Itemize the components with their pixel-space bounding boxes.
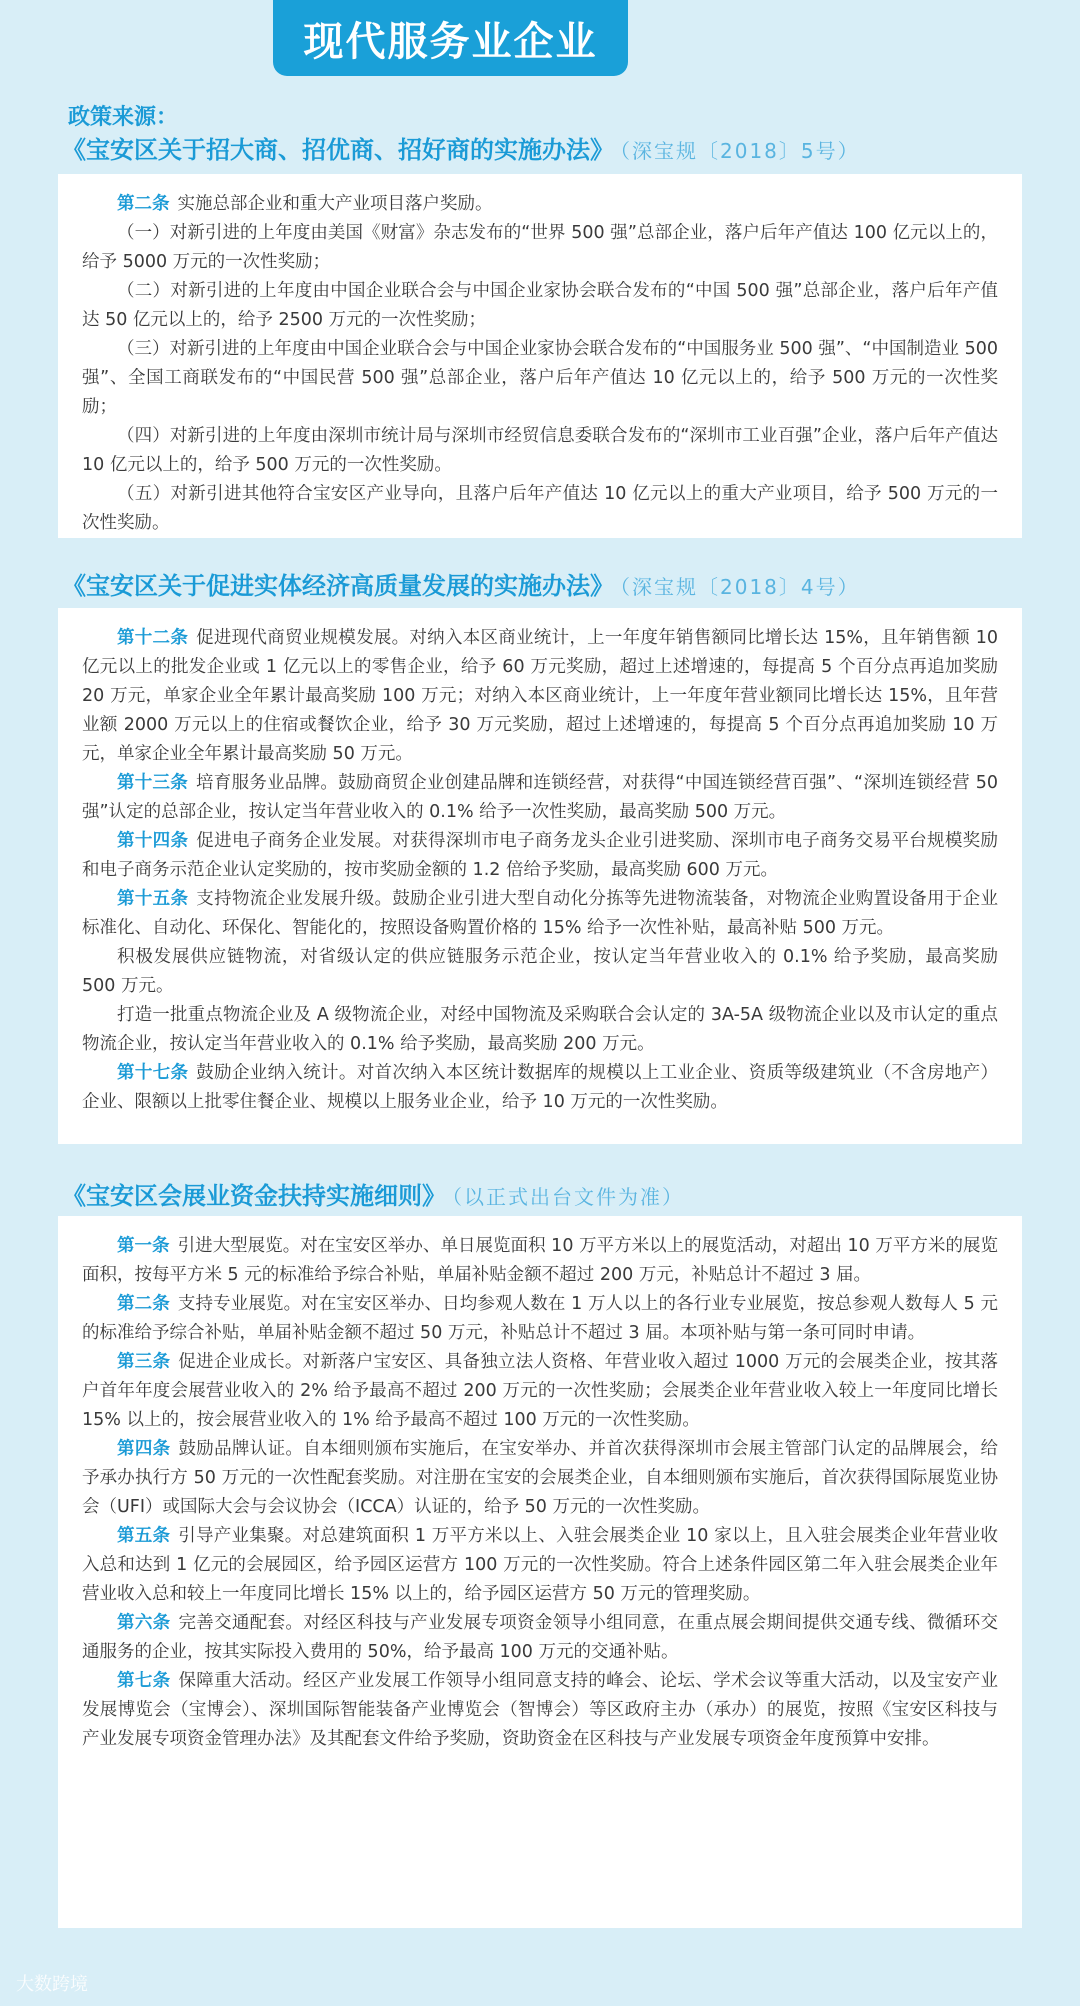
article-paragraph — [82, 1609, 998, 1667]
section1-box — [58, 174, 1022, 538]
article-paragraph — [82, 480, 998, 538]
article-text: 实施总部企业和重大产业项目落户奖励。 — [177, 194, 493, 214]
article-text: 打造一批重点物流企业及 A 级物流企业，对经中国物流及采购联合会认定的 3A-5A 级物流企业以及市认定的重点物流企业，按认定当年营业收入的 0.1% 给予奖励，最高奖励 200 万元。 — [82, 1005, 998, 1054]
section3-title-text: 《宝安区会展业资金扶持实施细则》 — [62, 1182, 446, 1210]
section1-title-text: 《宝安区关于招大商、招优商、招好商的实施办法》 — [62, 136, 614, 164]
article-text: 积极发展供应链物流，对省级认定的供应链服务示范企业，按认定当年营业收入的 0.1% 给予奖励，最高奖励 500 万元。 — [82, 947, 998, 996]
watermark-logo: 大数跨境 — [16, 1974, 88, 1995]
article-number: 第二条 — [117, 1294, 170, 1314]
section1-note: （深宝规〔2018〕5号） — [620, 139, 860, 163]
section1-title — [62, 130, 860, 165]
article-paragraph — [82, 1667, 998, 1754]
article-paragraph — [82, 219, 998, 277]
article-paragraph — [82, 1522, 998, 1609]
article-paragraph — [82, 422, 998, 480]
article-number: 第二条 — [117, 194, 170, 214]
article-paragraph — [82, 335, 998, 422]
article-number: 第五条 — [117, 1526, 171, 1546]
article-text: 引导产业集聚。对总建筑面积 1 万平方米以上、入驻会展类企业 10 家以上，且入驻会展类企业年营业收入总和达到 1 亿元的会展园区，给予园区运营方 100 万元的一次性奖励。符合上述条件园区第二年入驻会展类企业年营业收入总和较上一年度同比增长 15% 以上的，给予园区运营方 50 万元的管理奖励。 — [82, 1526, 999, 1604]
article-paragraph — [82, 943, 998, 1001]
article-number: 第十三条 — [117, 773, 189, 793]
article-paragraph — [82, 624, 998, 769]
article-text: （二）对新引进的上年度由中国企业联合会与中国企业家协会联合发布的“中国 500 强”总部企业，落户后年产值达 50 亿元以上的，给予 2500 万元的一次性奖励； — [82, 281, 998, 330]
section3-box — [58, 1216, 1022, 1928]
article-paragraph — [82, 885, 998, 943]
page-title: 现代服务业企业 — [273, 0, 628, 76]
article-text: （四）对新引进的上年度由深圳市统计局与深圳市经贸信息委联合发布的“深圳市工业百强”企业，落户后年产值达 10 亿元以上的，给予 500 万元的一次性奖励。 — [82, 426, 998, 475]
article-number: 第十七条 — [117, 1063, 189, 1083]
article-paragraph — [82, 1290, 998, 1348]
article-text: 鼓励企业纳入统计。对首次纳入本区统计数据库的规模以上工业企业、资质等级建筑业（不含房地产）企业、限额以上批零住餐企业、规模以上服务业企业，给予 10 万元的一次性奖励。 — [82, 1063, 999, 1112]
article-number: 第十五条 — [117, 889, 189, 909]
section3-note: （以正式出台文件为准） — [452, 1185, 684, 1209]
article-paragraph — [82, 277, 998, 335]
source-label: 政策来源： — [68, 105, 179, 130]
article-text: 促进现代商贸业规模发展。对纳入本区商业统计，上一年度年销售额同比增长达 15%，且年销售额 10 亿元以上的批发企业或 1 亿元以上的零售企业，给予 60 万元奖励，超过上述增速的，每提高 5 个百分点再追加奖励 20 万元，单家企业全年累计最高奖励 100 万元；对纳入本区商业统计，上一年度年营业额同比增长达 15%，且年营业额 2000 万元以上的住宿或餐饮企业，给予 30 万元奖励，超过上述增速的，每提高 5 个百分点再追加奖励 10 万元，单家企业全年累计最高奖励 50 万元。 — [82, 628, 998, 764]
section2-title — [62, 566, 860, 601]
article-text: 促进电子商务企业发展。对获得深圳市电子商务龙头企业引进奖励、深圳市电子商务交易平台规模奖励和电子商务示范企业认定奖励的，按市奖励金额的 1.2 倍给予奖励，最高奖励 600 万元。 — [82, 831, 999, 880]
section2-box — [58, 608, 1022, 1144]
article-paragraph — [82, 1059, 998, 1117]
article-text: 培育服务业品牌。鼓励商贸企业创建品牌和连锁经营，对获得“中国连锁经营百强”、“深圳连锁经营 50 强”认定的总部企业，按认定当年营业收入的 0.1% 给予一次性奖励，最高奖励 500 万元。 — [82, 773, 999, 822]
article-paragraph — [82, 1232, 998, 1290]
section2-title-text: 《宝安区关于促进实体经济高质量发展的实施办法》 — [62, 572, 614, 600]
article-text: 鼓励品牌认证。自本细则颁布实施后，在宝安举办、并首次获得深圳市会展主管部门认定的品牌展会，给予承办执行方 50 万元的一次性配套奖励。对注册在宝安的会展类企业，自本细则颁布实施后，首次获得国际展览业协会（UFI）或国际大会与会议协会（ICCA）认证的，给予 50 万元的一次性奖励。 — [82, 1439, 998, 1517]
article-paragraph — [82, 1348, 998, 1435]
article-number: 第十二条 — [117, 628, 189, 648]
section3-title — [62, 1176, 684, 1211]
article-paragraph — [82, 1001, 998, 1059]
article-text: （五）对新引进其他符合宝安区产业导向，且落户后年产值达 10 亿元以上的重大产业项目，给予 500 万元的一次性奖励。 — [82, 484, 998, 533]
section2-note: （深宝规〔2018〕4号） — [620, 575, 860, 599]
article-text: 支持物流企业发展升级。鼓励企业引进大型自动化分拣等先进物流装备，对物流企业购置设备用于企业标准化、自动化、环保化、智能化的，按照设备购置价格的 15% 给予一次性补贴，最高补贴 500 万元。 — [82, 889, 999, 938]
article-number: 第三条 — [117, 1352, 171, 1372]
article-text: （三）对新引进的上年度由中国企业联合会与中国企业家协会联合发布的“中国服务业 500 强”、“中国制造业 500 强”、全国工商联发布的“中国民营 500 强”总部企业，落户后年产值达 10 亿元以上的，给予 500 万元的一次性奖励； — [82, 339, 998, 417]
article-paragraph — [82, 769, 998, 827]
article-paragraph — [82, 1435, 998, 1522]
article-number: 第一条 — [117, 1236, 170, 1256]
article-text: 引进大型展览。对在宝安区举办、单日展览面积 10 万平方米以上的展览活动，对超出 10 万平方米的展览面积，按每平方米 5 元的标准给予综合补贴，单届补贴金额不超过 200 万元，补贴总计不超过 3 届。 — [82, 1236, 998, 1285]
article-number: 第六条 — [117, 1613, 171, 1633]
article-text: （一）对新引进的上年度由美国《财富》杂志发布的“世界 500 强”总部企业，落户后年产值达 100 亿元以上的，给予 5000 万元的一次性奖励； — [82, 223, 998, 272]
article-paragraph — [82, 827, 998, 885]
article-text: 促进企业成长。对新落户宝安区、具备独立法人资格、年营业收入超过 1000 万元的会展类企业，按其落户首年年度会展营业收入的 2% 给予最高不超过 200 万元的一次性奖励；会展类企业年营业收入较上一年度同比增长 15% 以上的，按会展营业收入的 1% 给予最高不超过 100 万元的一次性奖励。 — [82, 1352, 998, 1430]
article-number: 第四条 — [117, 1439, 171, 1459]
article-text: 支持专业展览。对在宝安区举办、日均参观人数在 1 万人以上的各行业专业展览，按总参观人数每人 5 元的标准给予综合补贴，单届补贴金额不超过 50 万元，补贴总计不超过 3 届。本项补贴与第一条可同时申请。 — [82, 1294, 998, 1343]
article-number: 第十四条 — [117, 831, 189, 851]
article-text: 保障重大活动。经区产业发展工作领导小组同意支持的峰会、论坛、学术会议等重大活动，以及宝安产业发展博览会（宝博会）、深圳国际智能装备产业博览会（智博会）等区政府主办（承办）的展览，按照《宝安区科技与产业发展专项资金管理办法》及其配套文件给予奖励，资助资金在区科技与产业发展专项资金年度预算中安排。 — [82, 1671, 998, 1749]
article-paragraph — [82, 190, 998, 219]
article-text: 完善交通配套。对经区科技与产业发展专项资金领导小组同意，在重点展会期间提供交通专线、微循环交通服务的企业，按其实际投入费用的 50%，给予最高 100 万元的交通补贴。 — [82, 1613, 998, 1662]
article-number: 第七条 — [117, 1671, 171, 1691]
